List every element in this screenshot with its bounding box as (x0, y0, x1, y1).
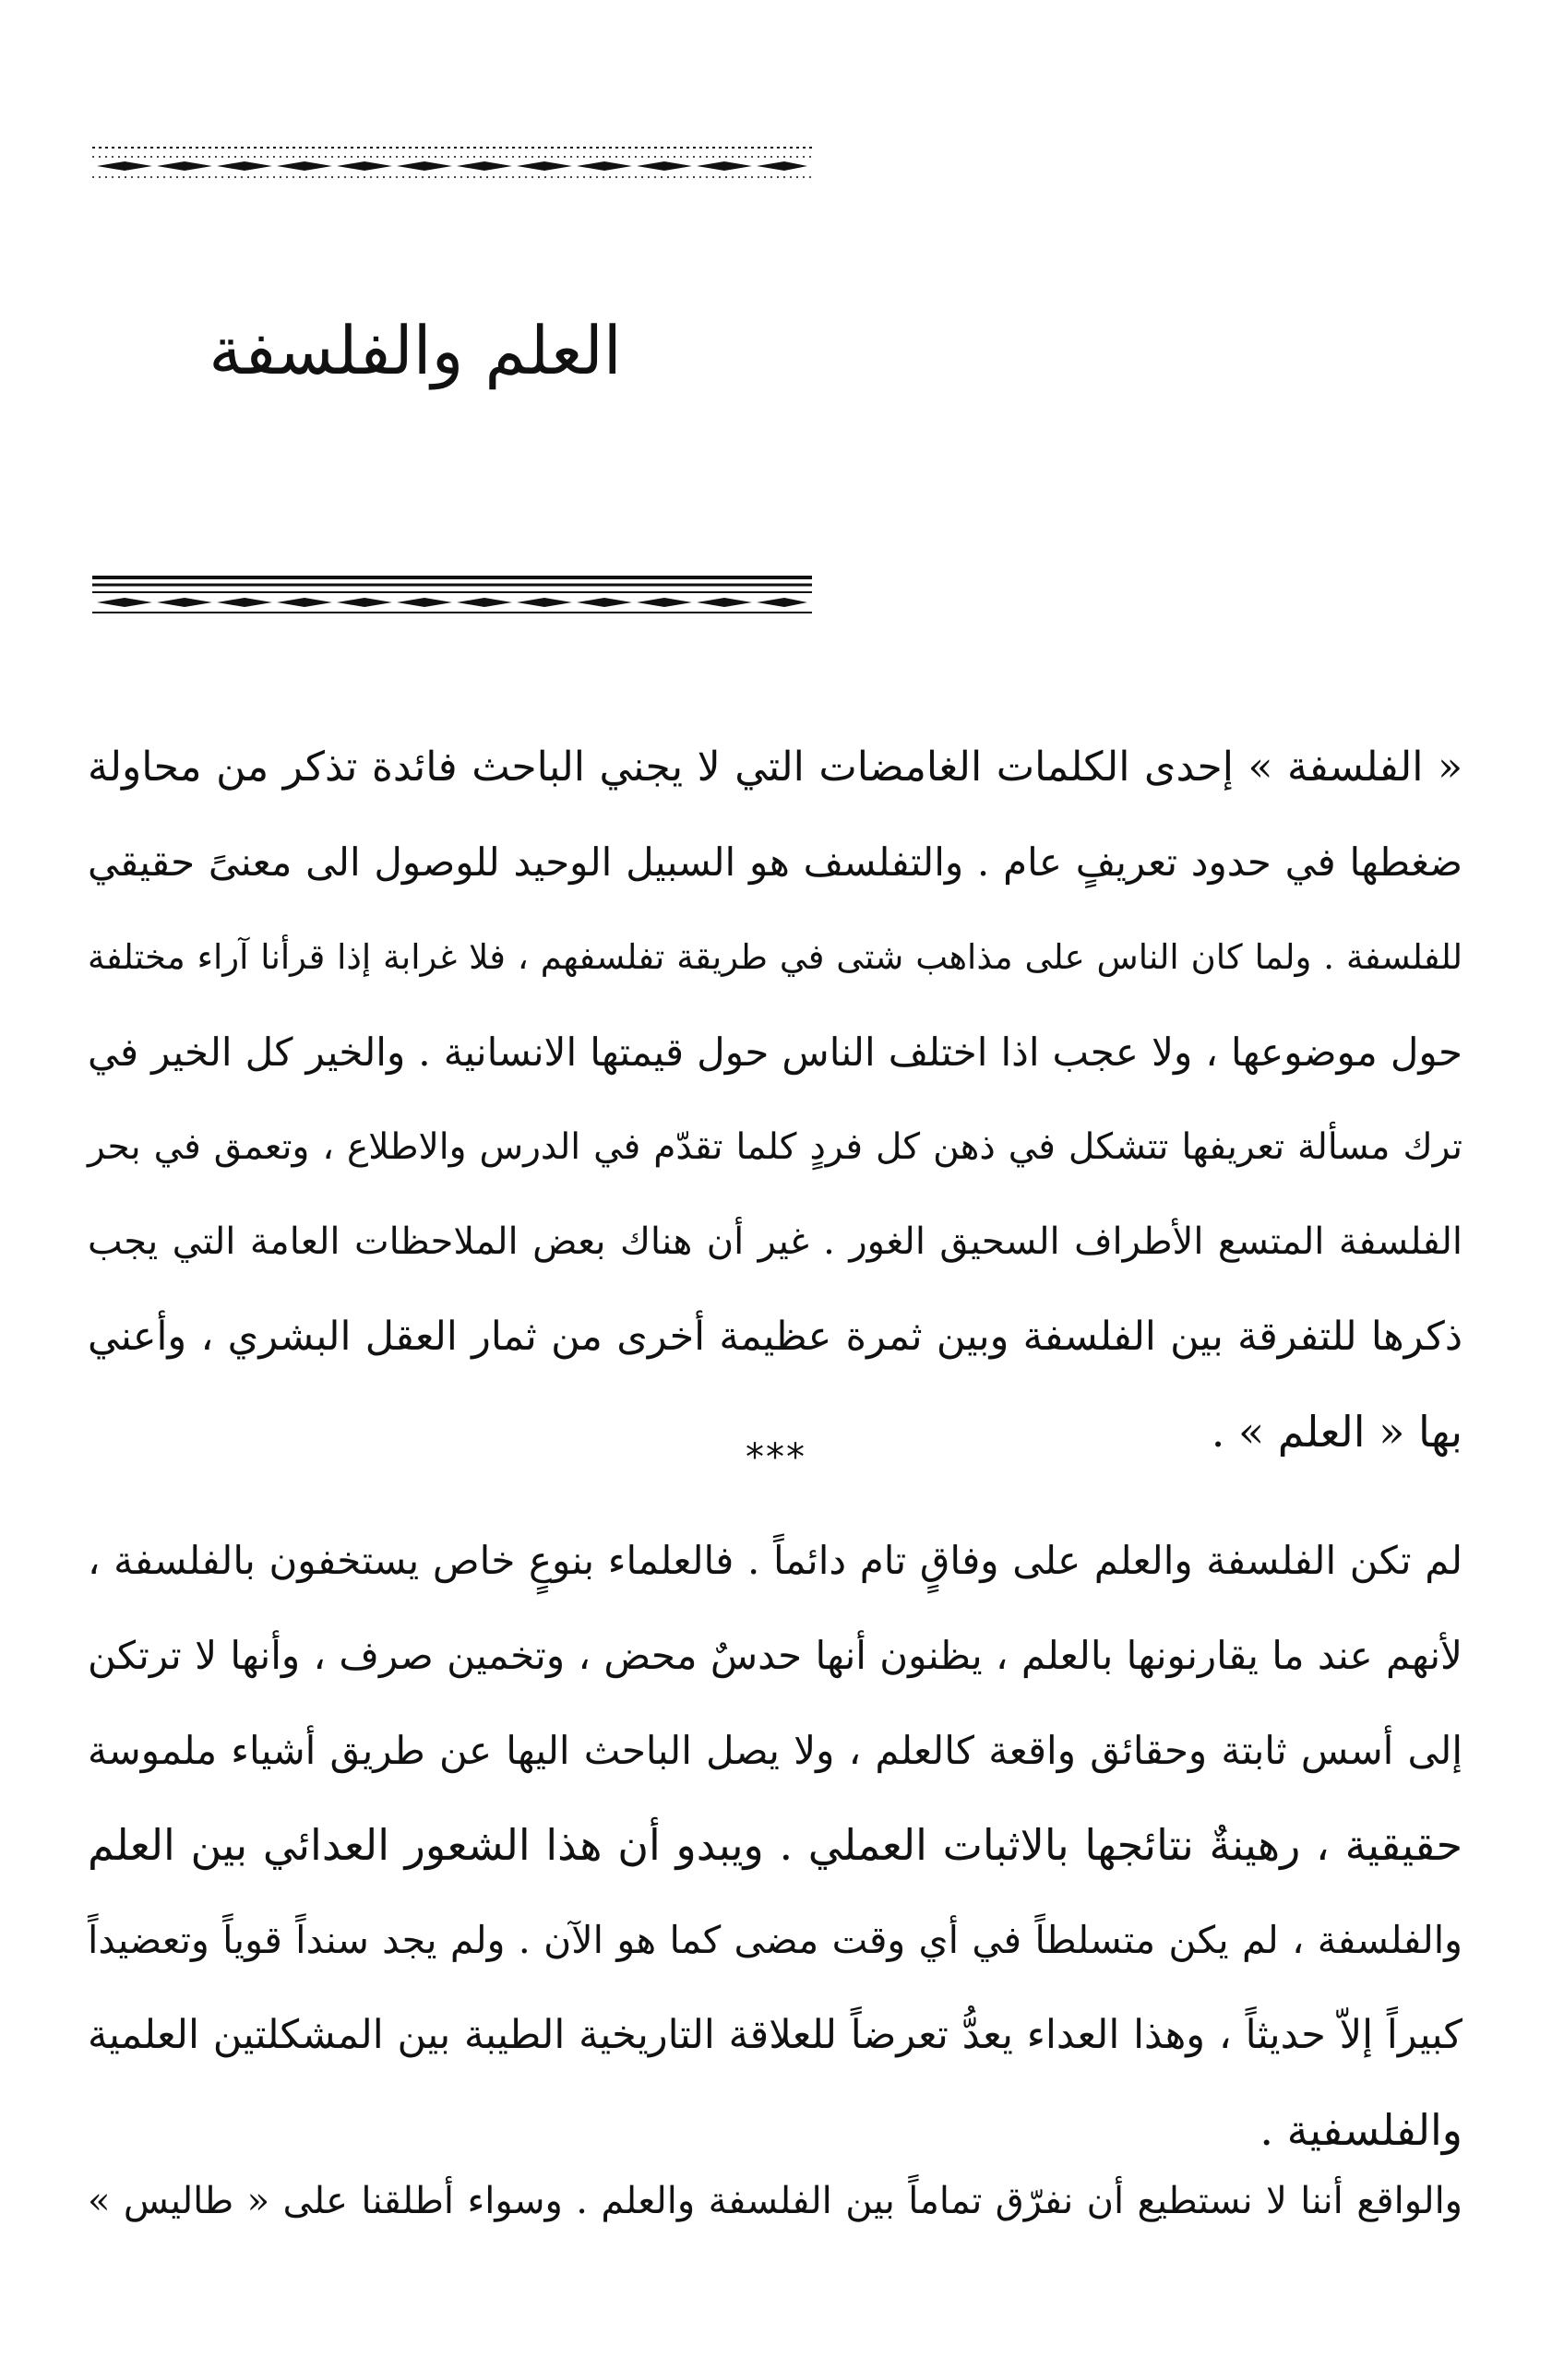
text-line: لأنهم عند ما يقارنونها بالعلم ، يظنون أنها حدسٌ محض ، وتخمين صرف ، وأنها لا ترتكن (88, 1633, 1462, 1678)
chapter-title: العلم والفلسفة (209, 312, 622, 389)
text-line: ترك مسألة تعريفها تتشكل في ذهن كل فردٍ كلما تقدّم في الدرس والاطلاع ، وتعمق في بحر (88, 1126, 1462, 1168)
text-line: « الفلسفة » إحدى الكلمات الغامضات التي لا يجني الباحث فائدة تذكر من محاولة (88, 744, 1462, 791)
text-line: والواقع أننا لا نستطيع أن نفرّق تماماً بين الفلسفة والعلم . وسواء أطلقنا على « طاليس » (88, 2180, 1462, 2222)
section-separator: *** (746, 1436, 806, 1479)
text-line: حول موضوعها ، ولا عجب اذا اختلف الناس حول قيمتها الانسانية . والخير كل الخير في (88, 1029, 1462, 1075)
text-line: بها « العلم » . (1211, 1407, 1462, 1457)
top-ornament (92, 138, 812, 194)
text-line: والفلسفة ، لم يكن متسلطاً في أي وقت مضى كما هو الآن . ولم يجد سنداً قوياً وتعضيداً (88, 1918, 1462, 1962)
paragraph-1 (88, 720, 1462, 1480)
paragraph-2 (88, 1513, 1462, 2178)
text-line: حقيقية ، رهينةٌ نتائجها بالاثبات العملي . ويبدو أن هذا الشعور العدائي بين العلم (88, 1820, 1462, 1870)
text-line: الفلسفة المتسع الأطراف السحيق الغور . غير أن هناك بعض الملاحظات العامة التي يجب (88, 1220, 1462, 1263)
text-line: ضغطها في حدود تعريفٍ عام . والتفلسف هو السبيل الوحيد للوصول الى معنىً حقيقي (88, 839, 1462, 885)
text-line: كبيراً إلاّ حديثاً ، وهذا العداء يعدُّ تعرضاً للعلاقة التاريخية الطيبة بين المشكلتين العلمية (88, 2012, 1462, 2058)
text-line: للفلسفة . ولما كان الناس على مذاهب شتى في طريقة تفلسفهم ، فلا غرابة إذا قرأنا آراء مختلفة (88, 937, 1462, 977)
text-line: ذكرها للتفرقة بين الفلسفة وبين ثمرة عظيمة أخرى من ثمار العقل البشري ، وأعني (88, 1314, 1462, 1360)
paragraph-3 (88, 2154, 1462, 2249)
text-line: والفلسفية . (1260, 2105, 1462, 2155)
text-line: إلى أسس ثابتة وحقائق واقعة كالعلم ، ولا يصل الباحث اليها عن طريق أشياء ملموسة (88, 1728, 1462, 1773)
text-line: لم تكن الفلسفة والعلم على وفاقٍ تام دائماً . فالعلماء بنوعٍ خاص يستخفون بالفلسفة ، (88, 1538, 1462, 1583)
bottom-ornament (92, 572, 812, 627)
